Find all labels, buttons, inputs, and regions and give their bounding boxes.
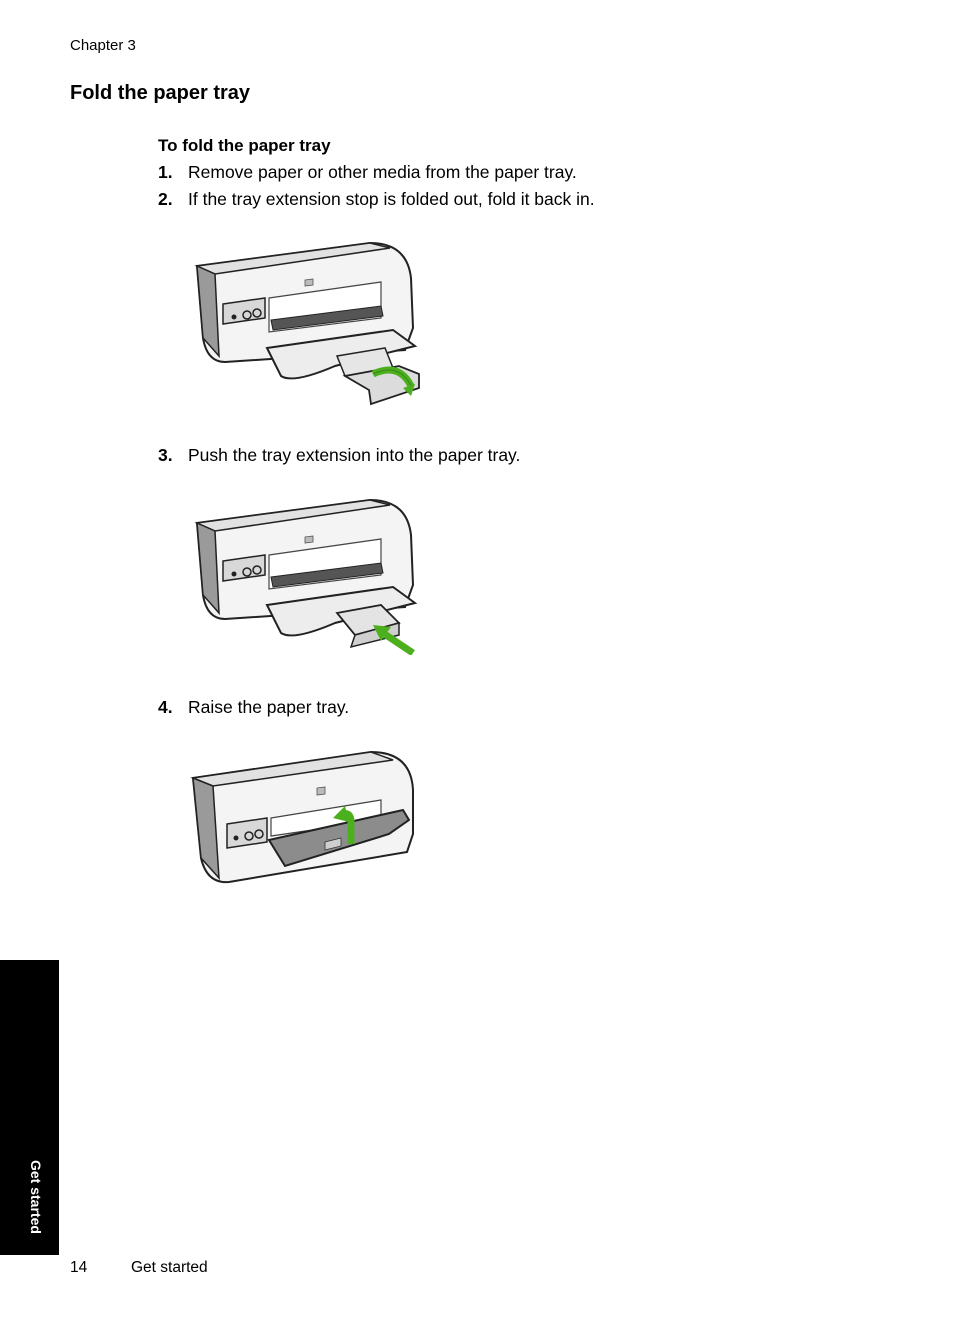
- printer-illustration-fold-extension-stop: [185, 238, 425, 410]
- step-text: If the tray extension stop is folded out, fold it back in.: [188, 189, 595, 209]
- step-number: 2.: [158, 189, 173, 209]
- step-text: Raise the paper tray.: [188, 697, 350, 717]
- procedure-title: To fold the paper tray: [158, 136, 331, 155]
- step-1: [158, 162, 577, 183]
- step-text: Remove paper or other media from the paper tray.: [188, 162, 577, 182]
- step-3: [158, 445, 520, 466]
- page-number: 14: [70, 1259, 88, 1276]
- chapter-header: Chapter 3: [70, 37, 136, 54]
- footer-section: Get started: [131, 1259, 208, 1276]
- side-tab-label: Get started: [28, 1160, 44, 1234]
- step-4: [158, 697, 349, 718]
- section-title: Fold the paper tray: [70, 82, 251, 104]
- step-2: [158, 189, 595, 210]
- printer-illustration-raise-tray: [185, 748, 425, 888]
- step-text: Push the tray extension into the paper tray.: [188, 445, 521, 465]
- step-number: 1.: [158, 162, 173, 182]
- printer-illustration-push-extension: [185, 495, 425, 655]
- step-number: 4.: [158, 697, 173, 717]
- step-number: 3.: [158, 445, 173, 465]
